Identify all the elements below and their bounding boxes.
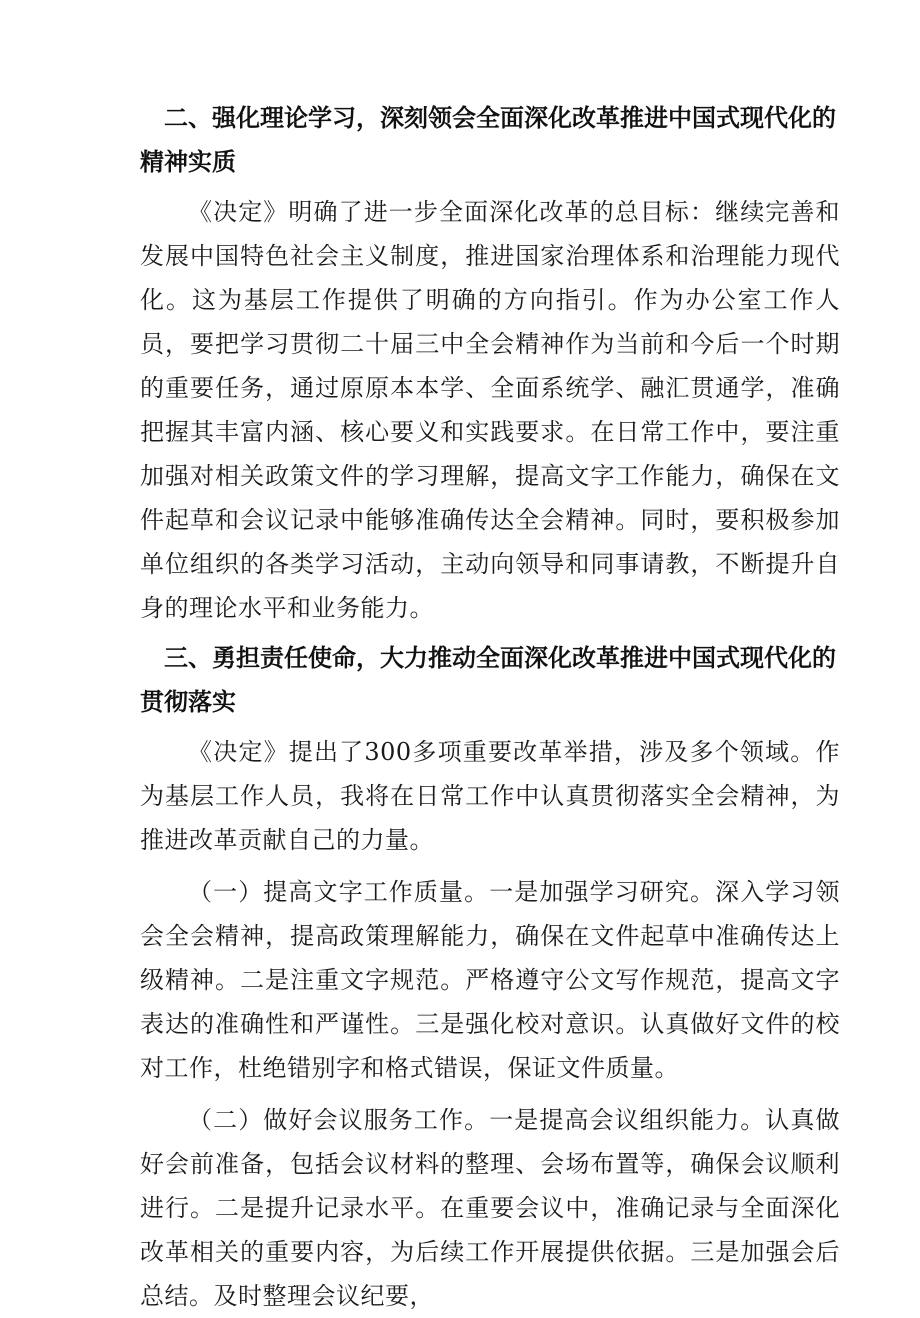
document-body: [140, 96, 840, 1318]
spacer: [140, 862, 840, 870]
body-paragraph: （二）做好会议服务工作。一是提高会议组织能力。认真做好会前准备，包括会议材料的整理、会场布置等，确保会议顺利进行。二是提升记录水平。在重要会议中，准确记录与全面深化改革相关的重要内容，为后续工作开展提供依据。三是加强会后总结。及时整理会议纪要，: [140, 1106, 840, 1310]
body-paragraph: 《决定》明确了进一步全面深化改革的总目标：继续完善和发展中国特色社会主义制度，推进国家治理体系和治理能力现代化。这为基层工作提供了明确的方向指引。作为办公室工作人员，要把学习贯彻二十届三中全会精神作为当前和今后一个时期的重要任务，通过原原本本学、全面系统学、融汇贯通学，准确把握其丰富内涵、核心要义和实践要求。在日常工作中，要注重加强对相关政策文件的学习理解，提高文字工作能力，确保在文件起草和会议记录中能够准确传达全会精神。同时，要积极参加单位组织的各类学习活动，主动向领导和同事请教，不断提升自身的理论水平和业务能力。: [140, 198, 840, 622]
spacer: [140, 1090, 840, 1098]
section-heading-2: 二、强化理论学习，深刻领会全面深化改革推进中国式现代化的精神实质: [140, 104, 836, 176]
section-heading-3: 三、勇担责任使命，大力推动全面深化改革推进中国式现代化的贯彻落实: [140, 644, 836, 716]
body-paragraph: 《决定》提出了300多项重要改革举措，涉及多个领域。作为基层工作人员，我将在日常工作中认真贯彻落实全会精神，为推进改革贡献自己的力量。: [140, 738, 840, 854]
body-paragraph: （一）提高文字工作质量。一是加强学习研究。深入学习领会全会精神，提高政策理解能力，确保在文件起草中准确传达上级精神。二是注重文字规范。严格遵守公文写作规范，提高文字表达的准确性和严谨性。三是强化校对意识。认真做好文件的校对工作，杜绝错别字和格式错误，保证文件质量。: [140, 878, 840, 1082]
